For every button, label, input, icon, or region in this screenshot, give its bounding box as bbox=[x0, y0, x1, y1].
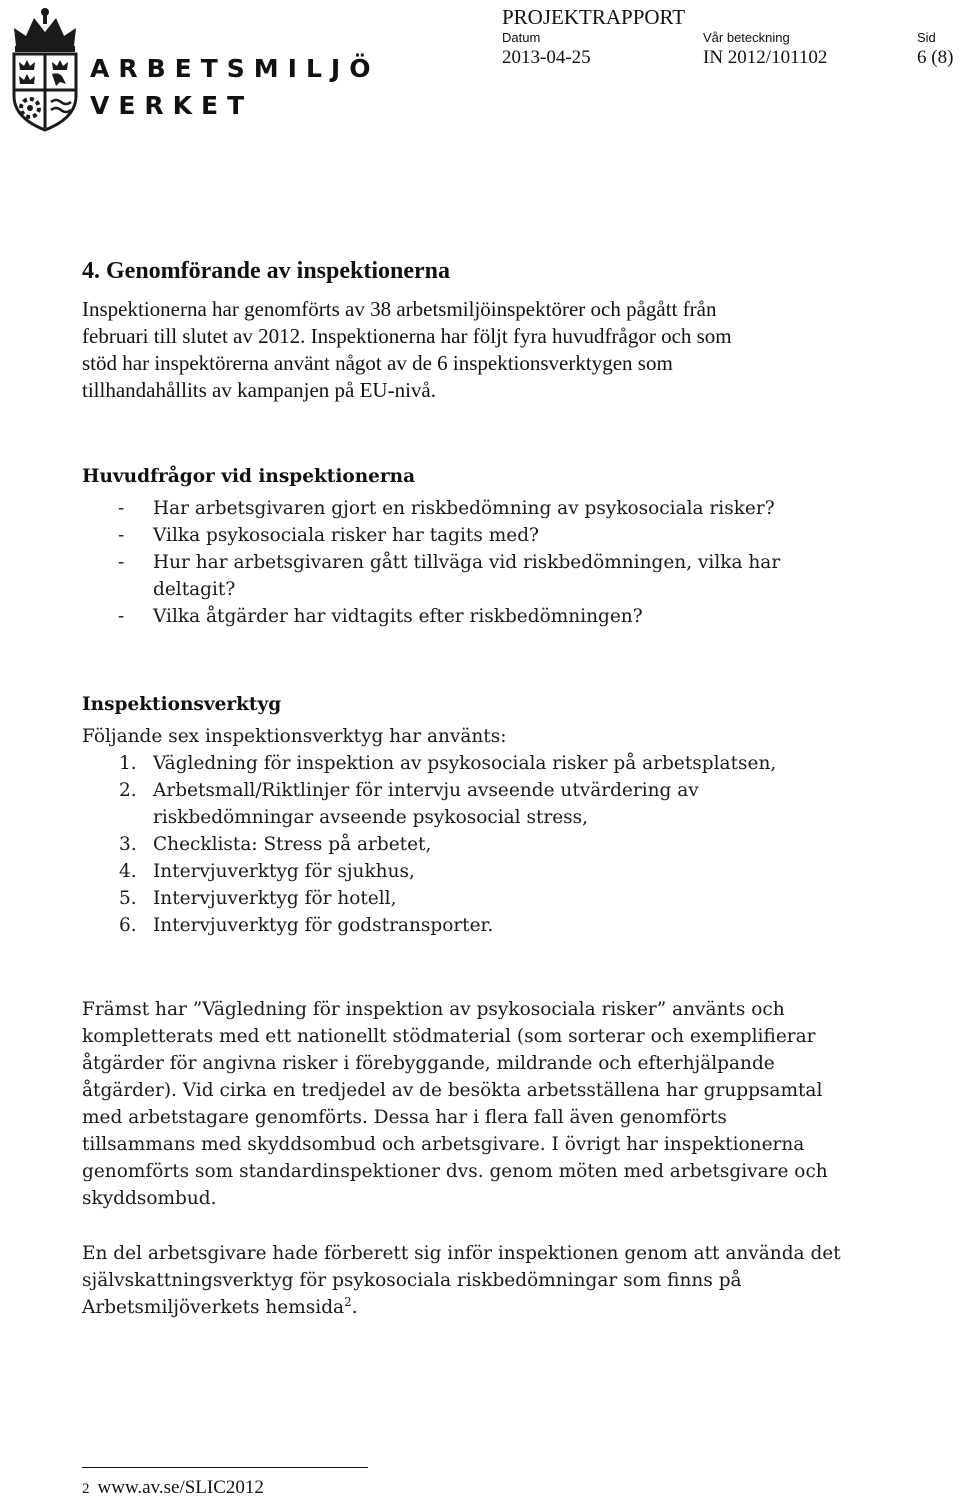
tool-text: Intervjuverktyg för hotell, bbox=[153, 888, 397, 909]
question-text: Har arbetsgivaren gjort en riskbedömning av psykosociala risker? bbox=[153, 498, 775, 519]
date-value: 2013-04-25 bbox=[502, 47, 591, 68]
list-item-continuation bbox=[82, 804, 882, 831]
list-number: 6. bbox=[119, 915, 137, 936]
list-number: 2. bbox=[119, 780, 137, 801]
question-text-continued: deltagit? bbox=[153, 579, 236, 600]
list-item bbox=[82, 777, 882, 804]
intro-line: tillhandahållits av kampanjen på EU-nivå. bbox=[82, 378, 436, 402]
crown-emblem-logo bbox=[6, 6, 84, 132]
tools-list bbox=[82, 750, 882, 939]
footnote-reference[interactable]: 2 bbox=[344, 1295, 352, 1309]
list-item bbox=[82, 495, 882, 522]
paragraph-line: självskattningsverktyg för psykosociala riskbedömningar som finns på bbox=[82, 1270, 742, 1291]
page-label: Sid bbox=[917, 30, 936, 45]
tool-text: Vägledning för inspektion av psykosociala risker på arbetsplatsen, bbox=[153, 753, 777, 774]
logo-text-line-2: VERKET bbox=[90, 91, 254, 120]
date-label: Datum bbox=[502, 30, 541, 45]
list-number: 5. bbox=[119, 888, 137, 909]
list-item-continuation bbox=[82, 576, 882, 603]
list-item bbox=[82, 549, 882, 576]
intro-paragraph bbox=[82, 296, 872, 404]
tool-text: Intervjuverktyg för sjukhus, bbox=[153, 861, 415, 882]
list-item bbox=[82, 885, 882, 912]
tools-heading: Inspektionsverktyg bbox=[82, 694, 282, 715]
tool-text-continued: riskbedömningar avseende psykosocial stress, bbox=[153, 807, 589, 828]
reference-value: IN 2012/101102 bbox=[703, 47, 828, 68]
paragraph-line: med arbetstagare genomförts. Dessa har i flera fall även genomförts bbox=[82, 1107, 727, 1128]
body-paragraph-1 bbox=[82, 996, 872, 1212]
paragraph-line: genomförts som standardinspektioner dvs. genom möten med arbetsgivare och bbox=[82, 1161, 828, 1182]
paragraph-line: åtgärder). Vid cirka en tredjedel av de besökta arbetsställena har gruppsamtal bbox=[82, 1080, 823, 1101]
paragraph-line: Främst har ”Vägledning för inspektion av psykosociala risker” använts och bbox=[82, 999, 785, 1020]
footnote-number: 2 bbox=[82, 1481, 90, 1497]
paragraph-line: En del arbetsgivare hade förberett sig inför inspektionen genom att använda det bbox=[82, 1243, 841, 1264]
intro-line: februari till slutet av 2012. Inspektionerna har följt fyra huvudfrågor och som bbox=[82, 324, 732, 348]
intro-line: stöd har inspektörerna använt något av de 6 inspektionsverktygen som bbox=[82, 351, 673, 375]
tool-text: Arbetsmall/Riktlinjer för intervju avseende utvärdering av bbox=[153, 780, 699, 801]
list-number: 4. bbox=[119, 861, 137, 882]
list-item bbox=[82, 831, 882, 858]
footnote-divider bbox=[82, 1467, 368, 1468]
question-text: Hur har arbetsgivaren gått tillväga vid riskbedömningen, vilka har bbox=[153, 552, 781, 573]
question-text: Vilka psykosociala risker har tagits med? bbox=[153, 525, 539, 546]
list-item bbox=[82, 750, 882, 777]
logo-text-line-1: ARBETSMILJÖ bbox=[90, 54, 380, 83]
paragraph-line: åtgärder för angivna risker i förebyggande, mildrande och efterhjälpande bbox=[82, 1053, 775, 1074]
list-number: 1. bbox=[119, 753, 137, 774]
page-number: 6 (8) bbox=[917, 47, 954, 68]
questions-list bbox=[82, 495, 882, 630]
tool-text: Checklista: Stress på arbetet, bbox=[153, 834, 432, 855]
paragraph-line: kompletterats med ett nationellt stödmaterial (som sorterar och exemplifierar bbox=[82, 1026, 816, 1047]
list-item bbox=[82, 522, 882, 549]
dash-bullet: - bbox=[118, 606, 125, 627]
footnote bbox=[82, 1476, 264, 1501]
section-title: 4. Genomförande av inspektionerna bbox=[82, 258, 451, 284]
list-item bbox=[82, 912, 882, 939]
paragraph-line: skyddsombud. bbox=[82, 1188, 217, 1209]
paragraph-line: tillsammans med skyddsombud och arbetsgivare. I övrigt har inspektionerna bbox=[82, 1134, 805, 1155]
dash-bullet: - bbox=[118, 552, 125, 573]
dash-bullet: - bbox=[118, 498, 125, 519]
document-type: PROJEKTRAPPORT bbox=[502, 5, 686, 29]
paragraph-end-punctuation: . bbox=[351, 1297, 358, 1318]
paragraph-last-text: Arbetsmiljöverkets hemsida bbox=[82, 1297, 345, 1318]
list-number: 3. bbox=[119, 834, 137, 855]
intro-line: Inspektionerna har genomförts av 38 arbetsmiljöinspektörer och pågått från bbox=[82, 297, 717, 321]
body-paragraph-2 bbox=[82, 1240, 872, 1323]
paragraph-line bbox=[82, 1294, 872, 1323]
tools-intro: Följande sex inspektionsverktyg har använts: bbox=[82, 726, 507, 747]
question-text: Vilka åtgärder har vidtagits efter riskbedömningen? bbox=[153, 606, 643, 627]
tool-text: Intervjuverktyg för godstransporter. bbox=[153, 915, 494, 936]
list-item bbox=[82, 858, 882, 885]
reference-label: Vår beteckning bbox=[703, 30, 790, 45]
questions-heading: Huvudfrågor vid inspektionerna bbox=[82, 466, 416, 487]
dash-bullet: - bbox=[118, 525, 125, 546]
footnote-link[interactable]: www.av.se/SLIC2012 bbox=[97, 1477, 264, 1498]
list-item bbox=[82, 603, 882, 630]
